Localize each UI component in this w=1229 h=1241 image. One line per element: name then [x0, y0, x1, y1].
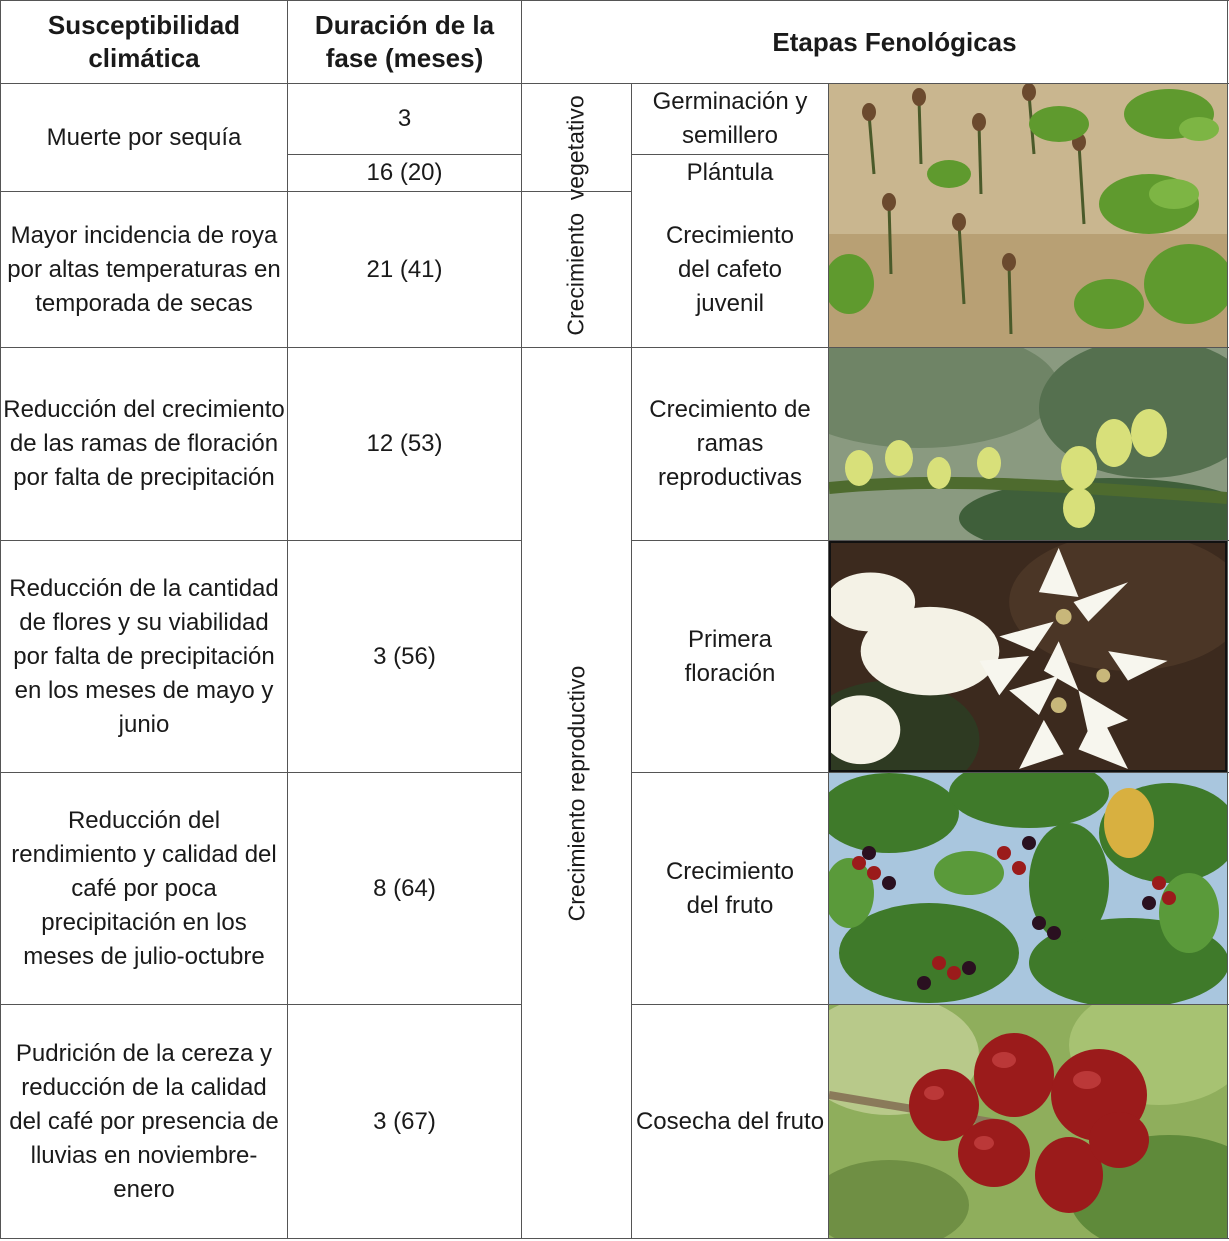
- table-border-bottom: [0, 1238, 1229, 1239]
- susceptibility-cell: Reducción de la cantidad de flores y su viabilidad por falta de precipitación en los meses de mayo y junio: [9, 574, 279, 738]
- stage-cell: Crecimiento de ramas reproductivas: [649, 396, 811, 491]
- susceptibility-cell: Reducción del rendimiento y calidad del café por poca precipitación en los meses de julio-octubre: [11, 806, 277, 970]
- coffee-flowers-photo: [829, 541, 1227, 772]
- susceptibility-cell: Muerte por sequía: [46, 123, 242, 151]
- header-susceptibilidad: Susceptibilidad climática: [47, 10, 241, 73]
- seedlings-photo: [829, 84, 1227, 347]
- duration-cell: 12 (53): [366, 430, 443, 457]
- duration-cell: 8 (64): [373, 874, 436, 902]
- group-reproductivo: [522, 348, 631, 1238]
- stage-cell: Crecimiento del fruto: [665, 857, 795, 919]
- stage-cell: Germinación y semillero: [652, 88, 808, 149]
- duration-cell: 21 (41): [366, 255, 443, 283]
- branch-buds-photo: [829, 348, 1227, 540]
- duration-cell: 3 (67): [373, 1107, 436, 1135]
- stage-cell: Plántula: [686, 159, 774, 186]
- stage-cell: Primera floración: [684, 625, 776, 687]
- susceptibility-cell: Reducción del crecimiento de las ramas de floración por falta de precipitación: [3, 396, 285, 491]
- stage-cell: Cosecha del fruto: [635, 1107, 825, 1135]
- group-vegetativo-label: Crecimiento vegetativo: [563, 95, 589, 336]
- duration-cell: 16 (20): [366, 159, 443, 186]
- susceptibility-cell: Pudrición de la cereza y reducción de la calidad del café por presencia de lluvias en noviembre-enero: [9, 1039, 279, 1203]
- stage-cell: Crecimiento del cafeto juvenil: [665, 221, 795, 317]
- ripe-cherries-photo: [829, 1005, 1227, 1238]
- fruit-growth-photo: [829, 773, 1227, 1004]
- group-vegetativo: [522, 84, 631, 347]
- group-reproductivo-label: Crecimiento reproductivo: [563, 665, 590, 921]
- header-duracion: Duración de la fase (meses): [314, 10, 495, 73]
- header-etapas-fenologicas: Etapas Fenológicas: [772, 26, 1017, 57]
- susceptibility-cell: Mayor incidencia de roya por altas temperaturas en temporada de secas: [7, 221, 281, 317]
- duration-cell: 3 (56): [373, 642, 436, 670]
- duration-cell: 3: [397, 105, 412, 132]
- table-border-right: [1227, 0, 1228, 1239]
